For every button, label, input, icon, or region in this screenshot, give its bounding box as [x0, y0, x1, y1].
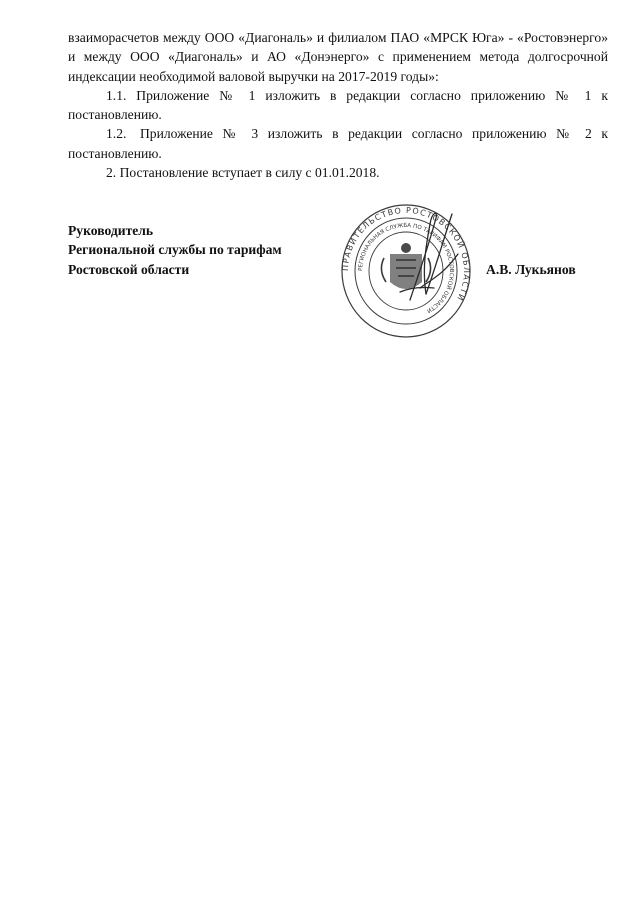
seal-inner-text: РЕГИОНАЛЬНАЯ СЛУЖБА ПО ТАРИФАМ РОСТОВСКОЙ ОБЛАСТИ — [357, 222, 455, 314]
paragraph-continuation: взаиморасчетов между ООО «Диагональ» и филиалом ПАО «МРСК Юга» - «Ростовэнерго» и между ООО «Диагональ» и АО «Донэнерго» с применением метода долгосрочной индексации необходимой валовой выручки на 2017-2019 годы»: — [68, 30, 608, 84]
paragraph-item-2: 2. Постановление вступает в силу с 01.01.2018. — [106, 165, 380, 181]
signer-position-line-3: Ростовской области — [68, 261, 190, 277]
document-body — [68, 28, 608, 182]
signer-position-line-2: Региональной службы по тарифам — [68, 242, 282, 258]
coat-of-arms-icon — [381, 243, 430, 289]
signer-position-line-1: Руководитель — [68, 223, 154, 238]
signature-block — [68, 221, 282, 279]
paragraph-item-1-2: 1.2. Приложение № 3 изложить в редакции согласно приложению № 2 к постановлению. — [68, 126, 608, 161]
official-seal-stamp — [340, 196, 472, 346]
signer-name: А.В. Лукьянов — [486, 261, 576, 277]
seal-outer-text: ПРАВИТЕЛЬСТВО РОСТОВСКОЙ ОБЛАСТИ — [340, 205, 472, 303]
paragraph-item-1-1: 1.1. Приложение № 1 изложить в редакции согласно приложению № 1 к постановлению. — [68, 87, 608, 123]
